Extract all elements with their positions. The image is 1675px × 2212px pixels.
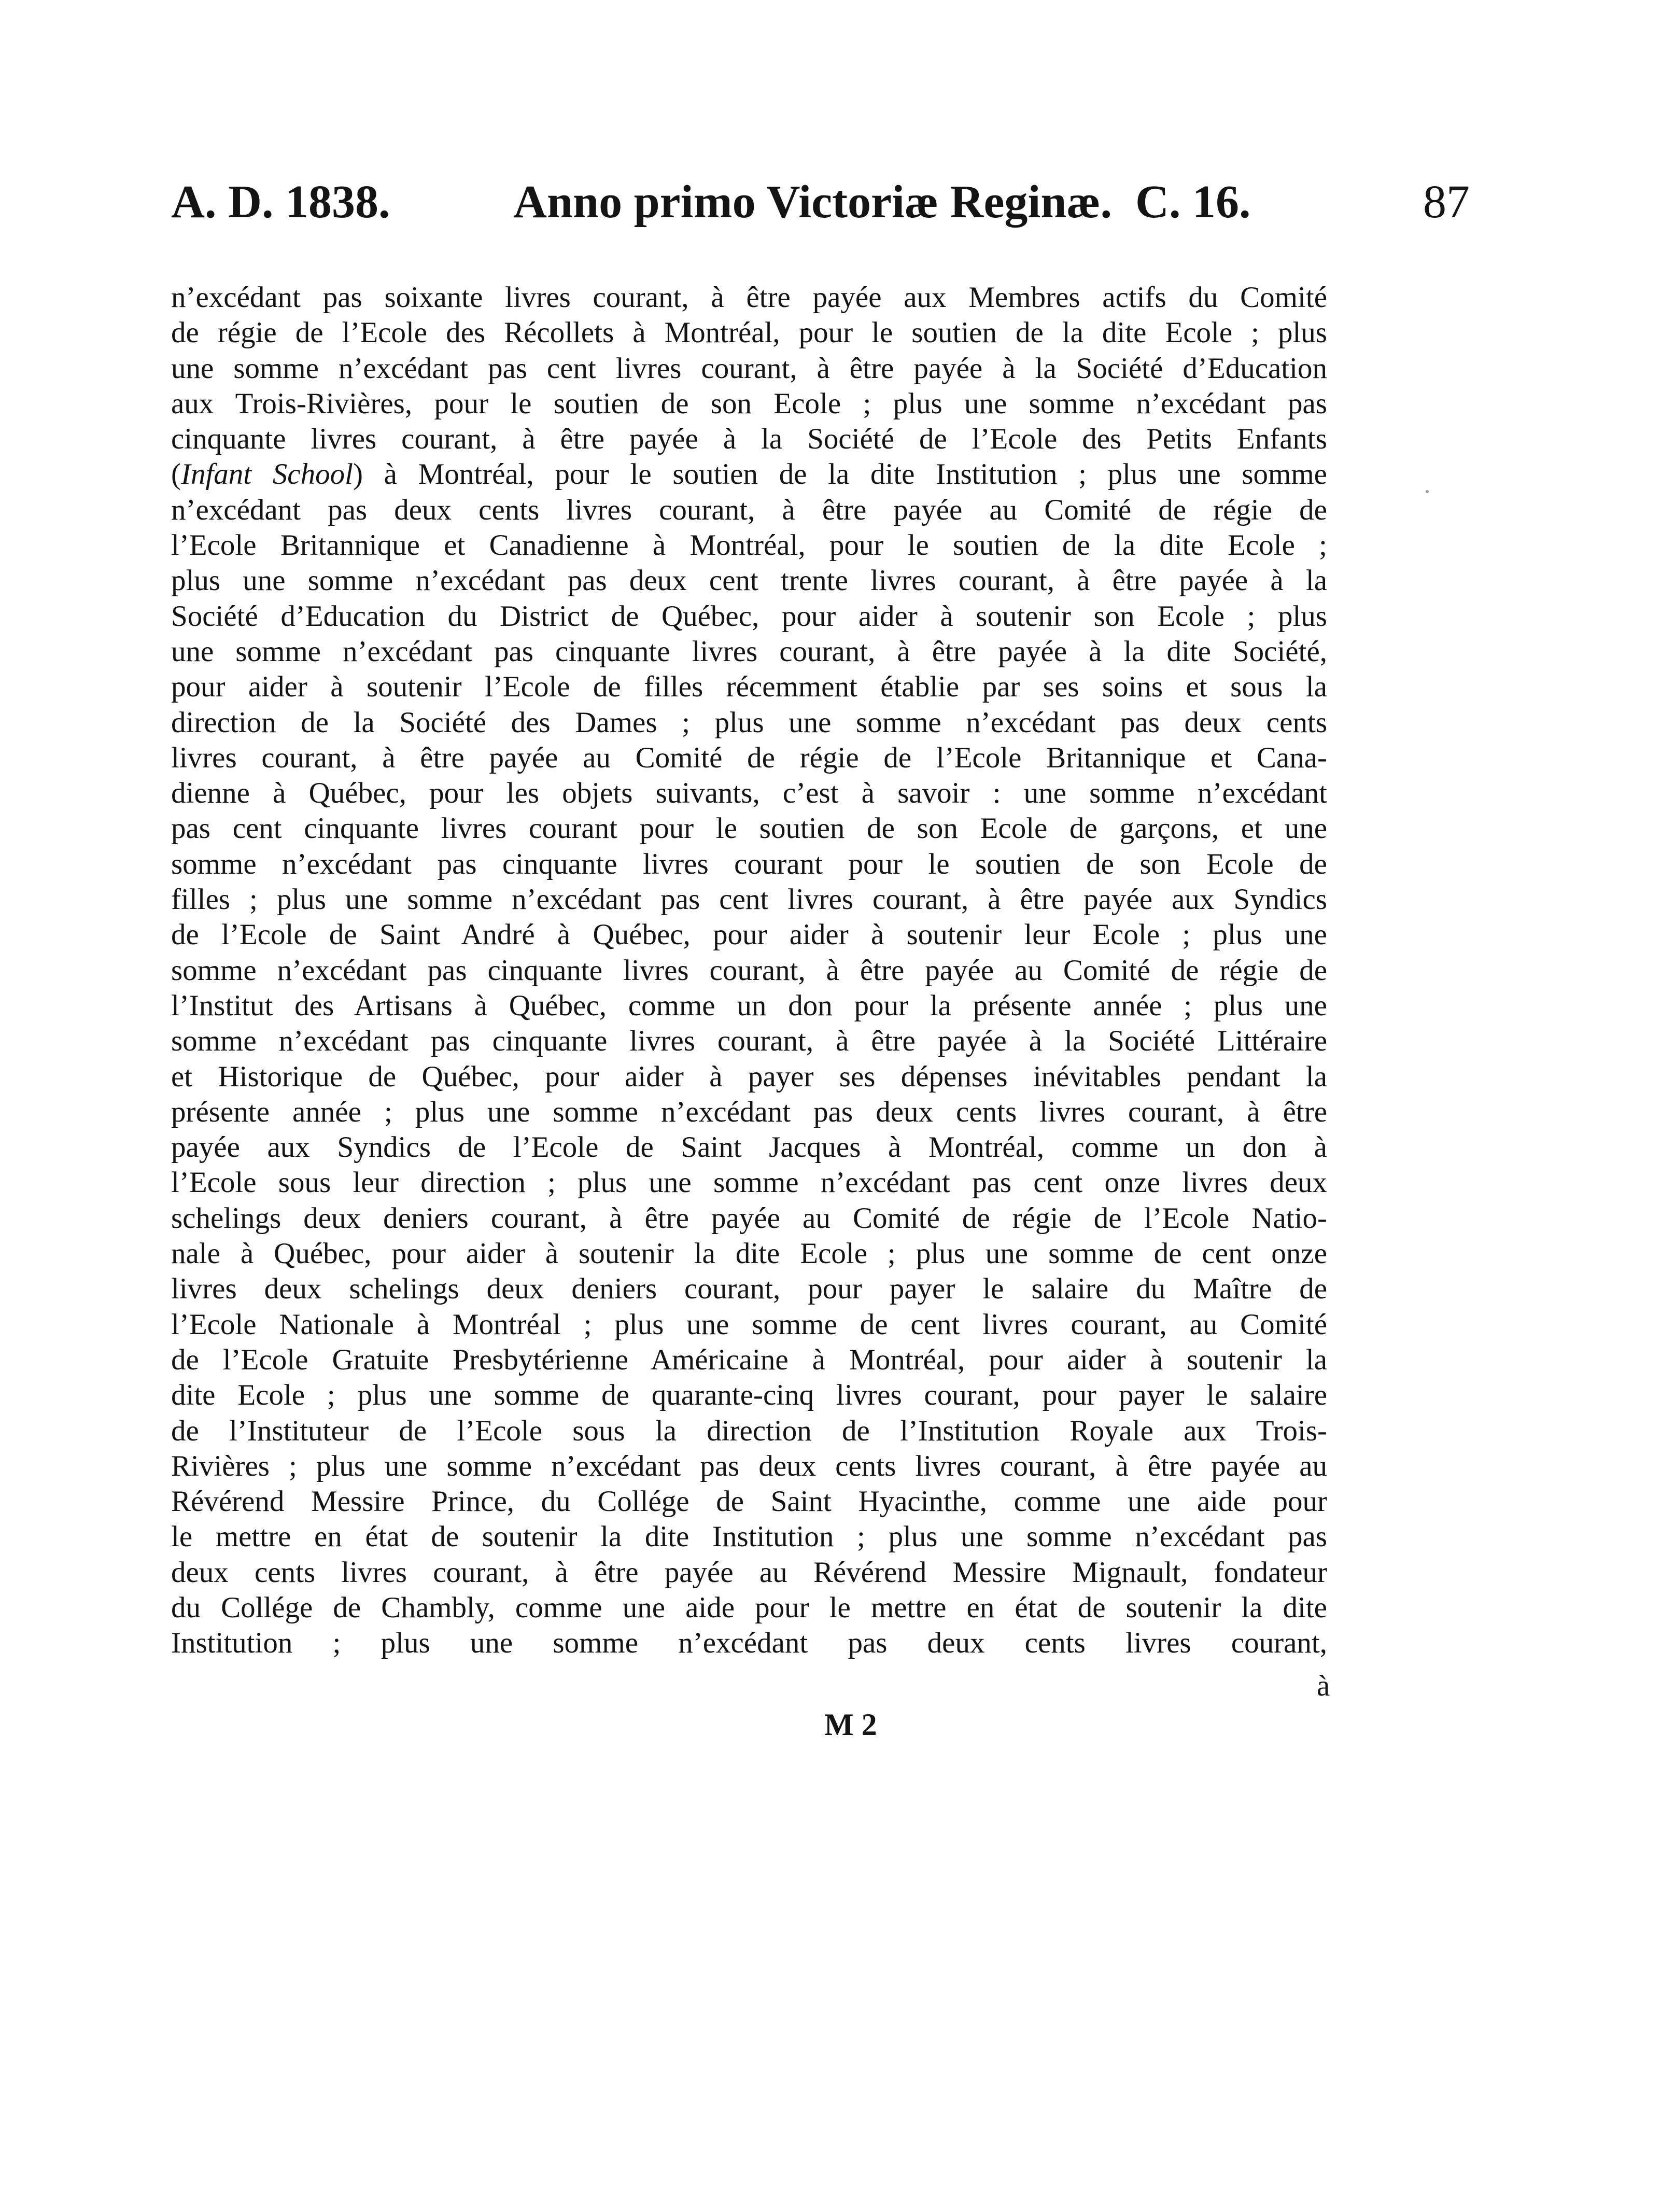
text-line: de l’Instituteur de l’Ecole sous la direction de l’Institution Royale aux Trois-: [171, 1414, 1327, 1447]
text-line: aux Trois-Rivières, pour le soutien de son Ecole ; plus une somme n’excédant pas: [171, 387, 1327, 420]
text-line: l’Ecole Britannique et Canadienne à Montréal, pour le soutien de la dite Ecole ;: [171, 529, 1327, 562]
header-title: Anno primo Victoriæ Reginæ.: [513, 176, 1112, 228]
text-line: l’Ecole Nationale à Montréal ; plus une somme de cent livres courant, au Comité: [171, 1308, 1327, 1341]
text-line: livres deux schelings deux deniers courant, pour payer le salaire du Maître de: [171, 1272, 1327, 1306]
text-line: de l’Ecole de Saint André à Québec, pour aider à soutenir leur Ecole ; plus une: [171, 918, 1327, 951]
signature-mark: M 2: [824, 1707, 877, 1742]
text-line: pas cent cinquante livres courant pour le soutien de son Ecole de garçons, et une: [171, 812, 1327, 845]
text-line: n’excédant pas deux cents livres courant, à être payée au Comité de régie de: [171, 493, 1327, 526]
text-line: présente année ; plus une somme n’excédant pas deux cents livres courant, à être: [171, 1095, 1327, 1128]
text-line: l’Institut des Artisans à Québec, comme un don pour la présente année ; plus une: [171, 989, 1327, 1022]
text-line: pour aider à soutenir l’Ecole de filles récemment établie par ses soins et sous la: [171, 670, 1327, 704]
text-line: dite Ecole ; plus une somme de quarante-cinq livres courant, pour payer le salaire: [171, 1379, 1327, 1412]
text-line: filles ; plus une somme n’excédant pas cent livres courant, à être payée aux Syndics: [171, 883, 1327, 916]
ink-speck: [1426, 490, 1429, 493]
text-line: Rivières ; plus une somme n’excédant pas deux cents livres courant, à être payée au: [171, 1449, 1327, 1482]
text-line: deux cents livres courant, à être payée au Révérend Messire Mignault, fondateur: [171, 1556, 1327, 1589]
header-chapter: C. 16.: [1135, 176, 1251, 228]
text-line: une somme n’excédant pas cinquante livres courant, à être payée à la dite Société,: [171, 635, 1327, 668]
text-line: du Collége de Chambly, comme une aide pour le mettre en état de soutenir la dite: [171, 1591, 1327, 1624]
text-line: somme n’excédant pas cinquante livres courant, à être payée au Comité de régie de: [171, 954, 1327, 987]
text-line: schelings deux deniers courant, à être payée au Comité de régie de l’Ecole Natio-: [171, 1201, 1327, 1235]
text-line: et Historique de Québec, pour aider à payer ses dépenses inévitables pendant la: [171, 1060, 1327, 1093]
page-number: 87: [1423, 176, 1470, 228]
running-header: [171, 174, 1488, 231]
text-line: nale à Québec, pour aider à soutenir la dite Ecole ; plus une somme de cent onze: [171, 1237, 1327, 1270]
italic-phrase: Infant School: [180, 458, 353, 491]
text-line: de régie de l’Ecole des Récollets à Montréal, pour le soutien de la dite Ecole ; plus: [171, 316, 1327, 349]
text-line: somme n’excédant pas cinquante livres courant pour le soutien de son Ecole de: [171, 847, 1327, 880]
text-line: livres courant, à être payée au Comité de régie de l’Ecole Britannique et Cana-: [171, 741, 1327, 774]
text-line: n’excédant pas soixante livres courant, à être payée aux Membres actifs du Comité: [171, 281, 1327, 314]
text-line: de l’Ecole Gratuite Presbytérienne Américaine à Montréal, pour aider à soutenir la: [171, 1343, 1327, 1376]
text-line: une somme n’excédant pas cent livres courant, à être payée à la Société d’Education: [171, 352, 1327, 385]
body-text: [171, 280, 1327, 1661]
text-line: (Infant School) à Montréal, pour le soutien de la dite Institution ; plus une somme: [171, 458, 1327, 491]
text-line: somme n’excédant pas cinquante livres courant, à être payée à la Société Littéraire: [171, 1025, 1327, 1058]
text-line: Révérend Messire Prince, du Collége de Saint Hyacinthe, comme une aide pour: [171, 1485, 1327, 1518]
text-line: dienne à Québec, pour les objets suivants, c’est à savoir : une somme n’excédant: [171, 777, 1327, 810]
text-line: l’Ecole sous leur direction ; plus une somme n’excédant pas cent onze livres deux: [171, 1166, 1327, 1199]
text-line: Institution ; plus une somme n’excédant pas deux cents livres courant,: [171, 1627, 1327, 1660]
catchword: à: [1317, 1670, 1330, 1702]
text-line: plus une somme n’excédant pas deux cent trente livres courant, à être payée à la: [171, 564, 1327, 597]
text-line: Société d’Education du District de Québec, pour aider à soutenir son Ecole ; plus: [171, 599, 1327, 633]
text-line: cinquante livres courant, à être payée à la Société de l’Ecole des Petits Enfants: [171, 423, 1327, 456]
header-year: A. D. 1838.: [171, 176, 390, 228]
text-line: direction de la Société des Dames ; plus une somme n’excédant pas deux cents: [171, 706, 1327, 739]
text-line: le mettre en état de soutenir la dite Institution ; plus une somme n’excédant pas: [171, 1520, 1327, 1553]
text-line: payée aux Syndics de l’Ecole de Saint Jacques à Montréal, comme un don à: [171, 1131, 1327, 1164]
